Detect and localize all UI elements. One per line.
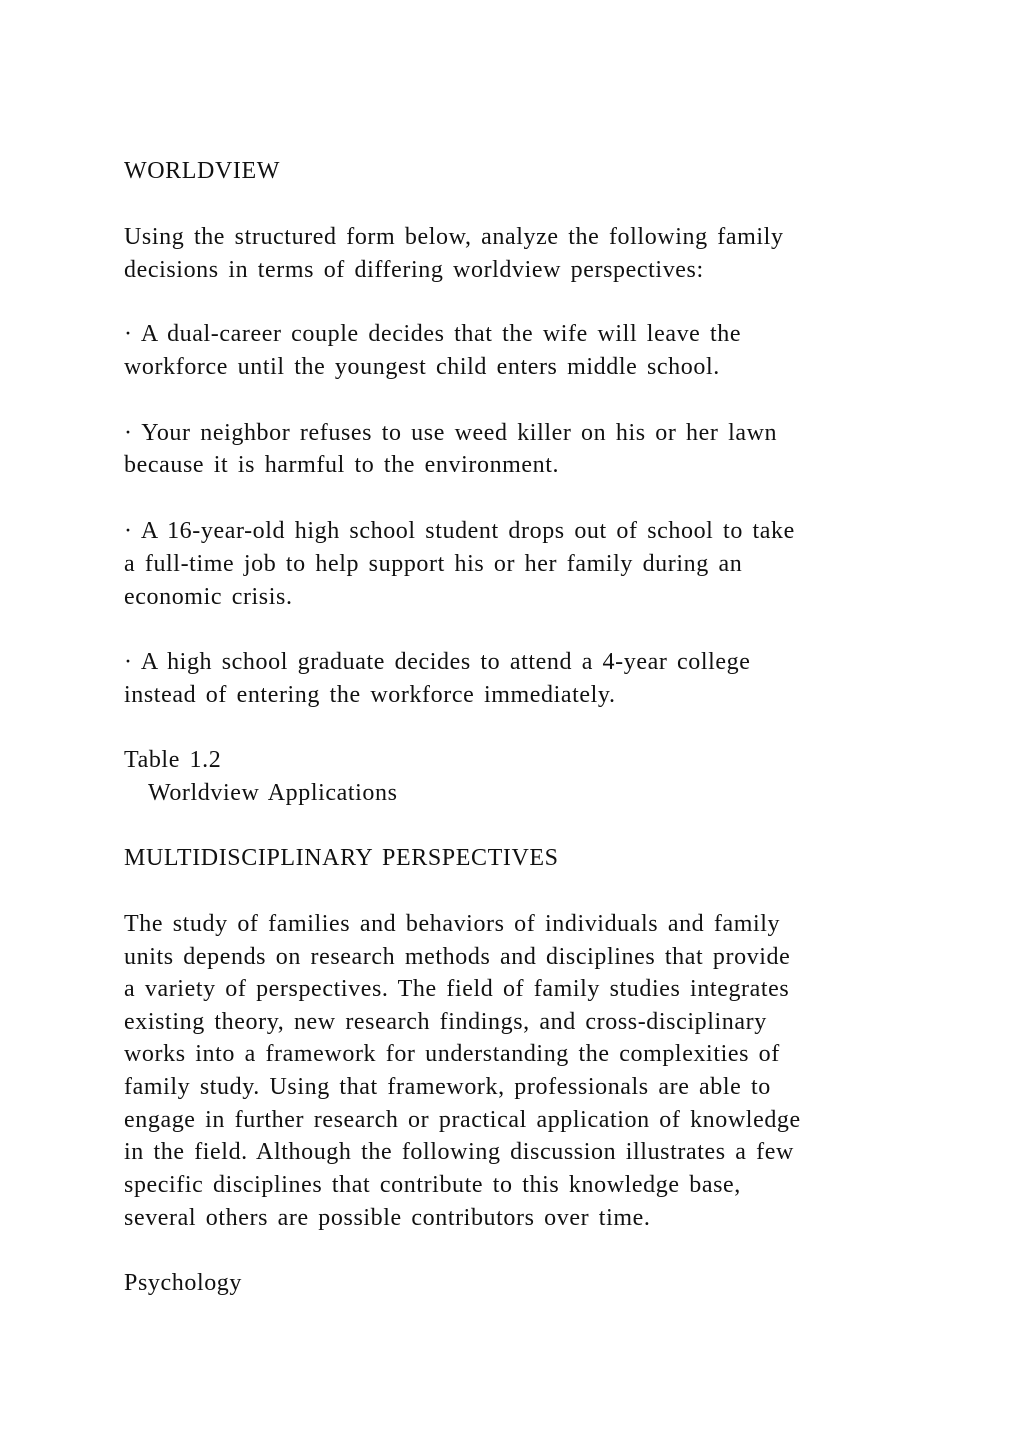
section-heading-worldview: WORLDVIEW (124, 158, 281, 184)
bullet-line: · A high school graduate decides to attend a 4-year college (124, 649, 751, 675)
bullet-line: · A dual-career couple decides that the wife will leave the (124, 321, 742, 347)
paragraph-line: several others are possible contributors over time. (124, 1205, 651, 1231)
bullet-line: · Your neighbor refuses to use weed killer on his or her lawn (124, 420, 778, 446)
bullet-line: instead of entering the workforce immediately. (124, 682, 616, 708)
table-title: Worldview Applications (148, 780, 398, 806)
section-heading-multidisciplinary: MULTIDISCIPLINARY PERSPECTIVES (124, 845, 559, 871)
bullet-line: a full-time job to help support his or her family during an (124, 551, 743, 577)
paragraph-line: in the field. Although the following discussion illustrates a few (124, 1139, 794, 1165)
paragraph-line: works into a framework for understanding the complexities of (124, 1041, 780, 1067)
intro-line: decisions in terms of differing worldview perspectives: (124, 257, 704, 283)
paragraph-line: The study of families and behaviors of individuals and family (124, 911, 781, 937)
bullet-line: workforce until the youngest child enters middle school. (124, 354, 720, 380)
paragraph-line: specific disciplines that contribute to this knowledge base, (124, 1172, 741, 1198)
paragraph-line: engage in further research or practical application of knowledge (124, 1107, 801, 1133)
table-label: Table 1.2 (124, 747, 222, 773)
paragraph-line: family study. Using that framework, professionals are able to (124, 1074, 771, 1100)
paragraph-line: a variety of perspectives. The field of family studies integrates (124, 976, 790, 1002)
paragraph-line: units depends on research methods and disciplines that provide (124, 944, 791, 970)
paragraph-line: existing theory, new research findings, and cross-disciplinary (124, 1009, 767, 1035)
bullet-line: economic crisis. (124, 584, 293, 610)
bullet-line: · A 16-year-old high school student drops out of school to take (124, 518, 795, 544)
bullet-line: because it is harmful to the environment. (124, 452, 560, 478)
section-heading-psychology: Psychology (124, 1270, 243, 1296)
intro-line: Using the structured form below, analyze the following family (124, 224, 784, 250)
